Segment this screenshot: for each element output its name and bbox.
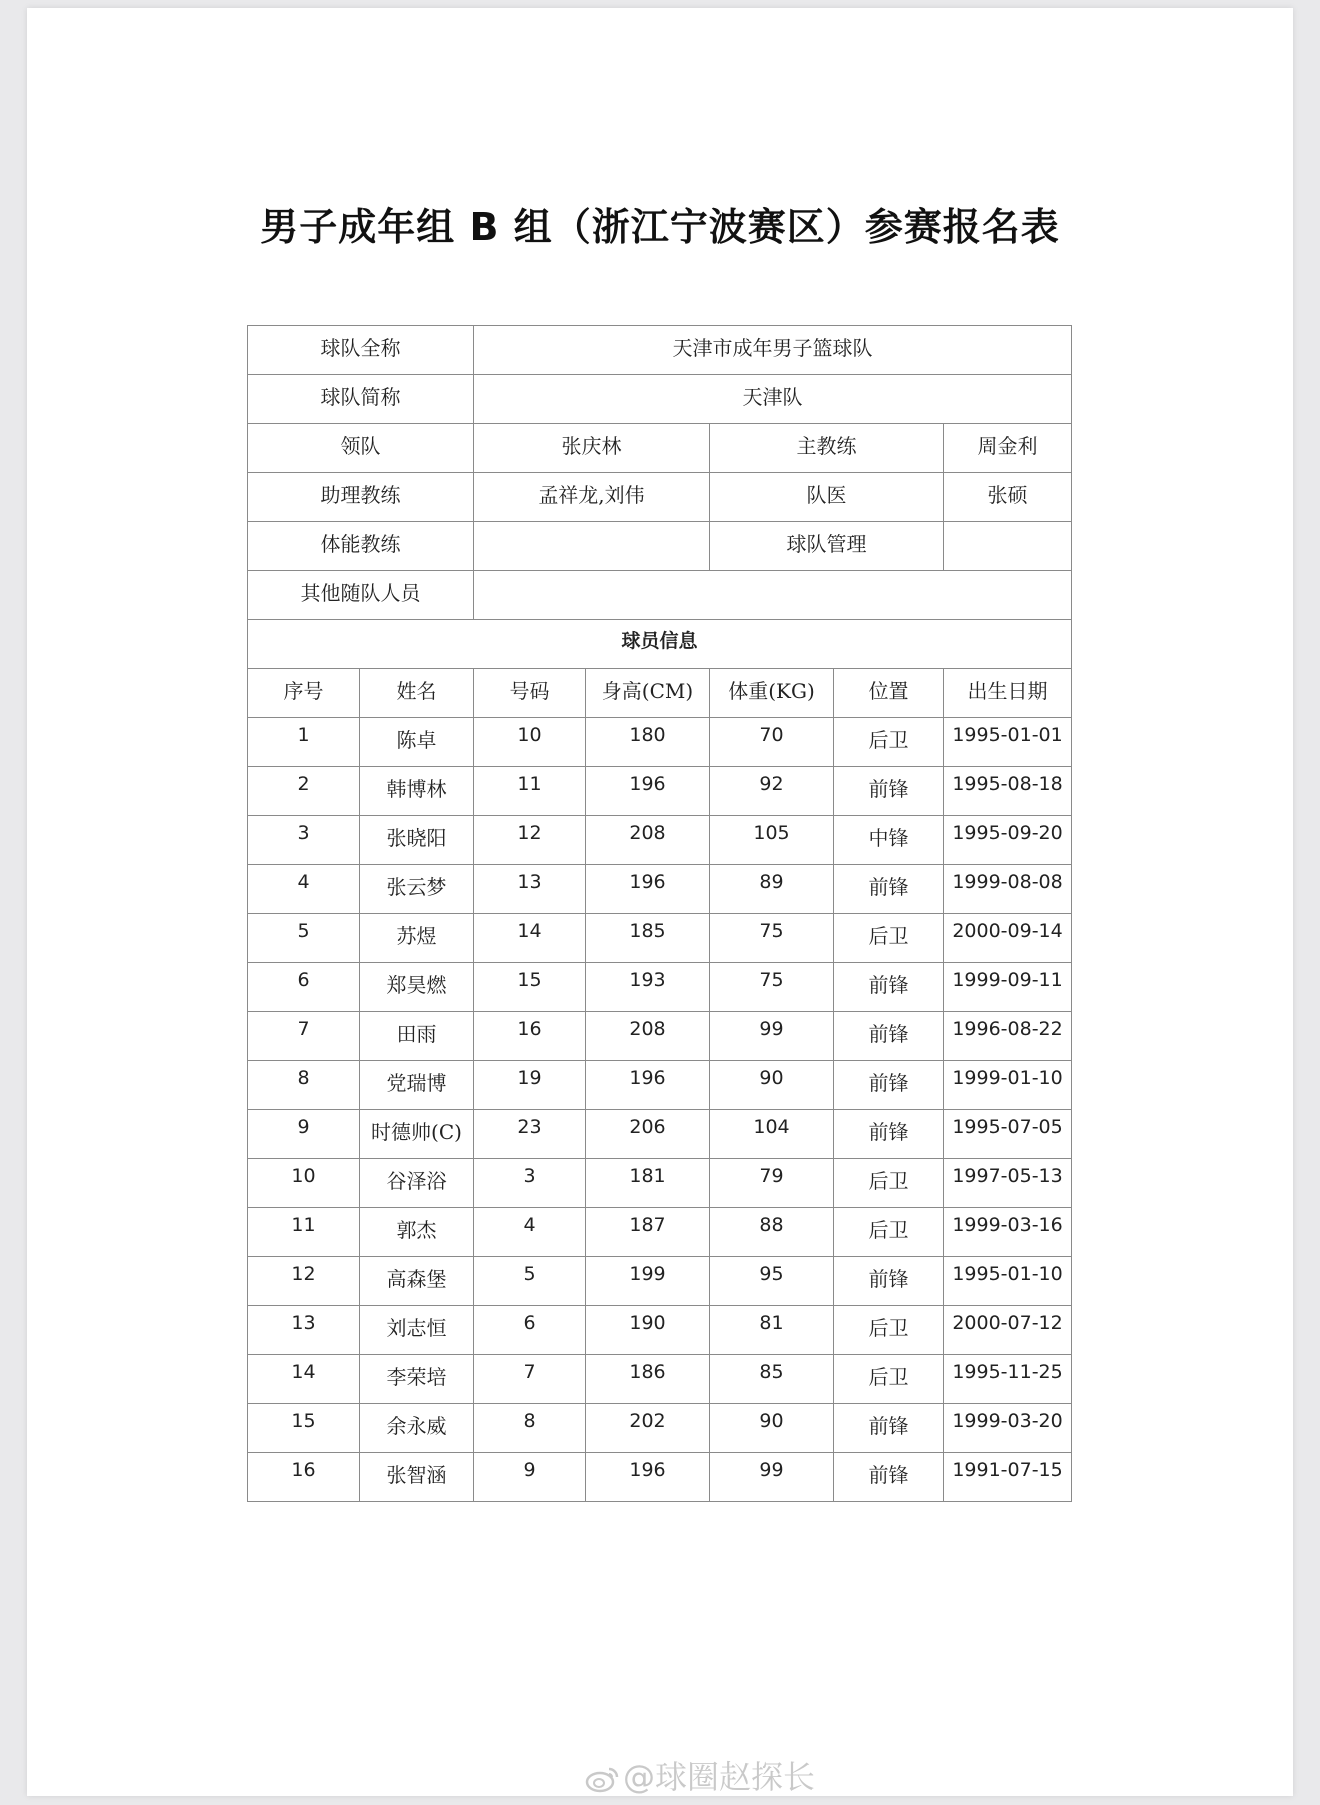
player-number: 6 [474, 1306, 586, 1355]
player-height: 190 [586, 1306, 710, 1355]
player-name: 郭杰 [360, 1208, 474, 1257]
player-height: 181 [586, 1159, 710, 1208]
player-index: 16 [248, 1453, 360, 1502]
player-birthdate: 1995-07-05 [944, 1110, 1072, 1159]
watermark [585, 1752, 815, 1798]
player-number: 4 [474, 1208, 586, 1257]
player-number: 15 [474, 963, 586, 1012]
player-number: 16 [474, 1012, 586, 1061]
player-index: 1 [248, 718, 360, 767]
player-height: 208 [586, 1012, 710, 1061]
player-height: 199 [586, 1257, 710, 1306]
player-number: 11 [474, 767, 586, 816]
player-index: 14 [248, 1355, 360, 1404]
player-number: 7 [474, 1355, 586, 1404]
player-position: 前锋 [834, 767, 944, 816]
fitness-label: 体能教练 [248, 522, 474, 571]
player-weight: 104 [710, 1110, 834, 1159]
player-weight: 95 [710, 1257, 834, 1306]
player-number: 14 [474, 914, 586, 963]
player-height: 206 [586, 1110, 710, 1159]
table-row [248, 1159, 1072, 1208]
player-birthdate: 1997-05-13 [944, 1159, 1072, 1208]
player-birthdate: 1995-01-01 [944, 718, 1072, 767]
player-weight: 75 [710, 963, 834, 1012]
player-birthdate: 1995-01-10 [944, 1257, 1072, 1306]
player-birthdate: 1999-09-11 [944, 963, 1072, 1012]
player-index: 5 [248, 914, 360, 963]
player-index: 10 [248, 1159, 360, 1208]
player-name: 李荣培 [360, 1355, 474, 1404]
player-height: 180 [586, 718, 710, 767]
player-height: 186 [586, 1355, 710, 1404]
player-position: 前锋 [834, 1110, 944, 1159]
player-birthdate: 1999-01-10 [944, 1061, 1072, 1110]
table-row [248, 914, 1072, 963]
player-weight: 79 [710, 1159, 834, 1208]
column-header: 序号 [248, 669, 360, 718]
manager-value [944, 522, 1072, 571]
player-weight: 88 [710, 1208, 834, 1257]
column-header: 出生日期 [944, 669, 1072, 718]
player-position: 前锋 [834, 1257, 944, 1306]
player-name: 郑昊燃 [360, 963, 474, 1012]
table-row [248, 1404, 1072, 1453]
leader-label: 领队 [248, 424, 474, 473]
player-index: 6 [248, 963, 360, 1012]
table-row [248, 1061, 1072, 1110]
watermark-text: @球圈赵探长 [623, 1758, 816, 1796]
player-index: 7 [248, 1012, 360, 1061]
player-weight: 75 [710, 914, 834, 963]
others-value [474, 571, 1072, 620]
player-weight: 99 [710, 1453, 834, 1502]
player-position: 后卫 [834, 718, 944, 767]
section-row [248, 620, 1072, 669]
player-name: 苏煜 [360, 914, 474, 963]
player-number: 10 [474, 718, 586, 767]
player-index: 9 [248, 1110, 360, 1159]
player-position: 后卫 [834, 1208, 944, 1257]
table-row [248, 1453, 1072, 1502]
table-row [248, 1355, 1072, 1404]
player-height: 185 [586, 914, 710, 963]
team-short-name-row [248, 375, 1072, 424]
player-index: 2 [248, 767, 360, 816]
player-position: 前锋 [834, 865, 944, 914]
table-row [248, 963, 1072, 1012]
player-number: 12 [474, 816, 586, 865]
player-birthdate: 1995-09-20 [944, 816, 1072, 865]
player-height: 196 [586, 767, 710, 816]
player-name: 张晓阳 [360, 816, 474, 865]
table-row [248, 816, 1072, 865]
player-number: 8 [474, 1404, 586, 1453]
fitness-value [474, 522, 710, 571]
player-number: 9 [474, 1453, 586, 1502]
player-name: 刘志恒 [360, 1306, 474, 1355]
table-row [248, 1012, 1072, 1061]
doctor-value: 张硕 [944, 473, 1072, 522]
registration-table [247, 325, 1072, 1502]
player-height: 208 [586, 816, 710, 865]
player-index: 11 [248, 1208, 360, 1257]
player-number: 13 [474, 865, 586, 914]
table-row [248, 718, 1072, 767]
player-name: 韩博林 [360, 767, 474, 816]
player-name: 陈卓 [360, 718, 474, 767]
team-full-name-value: 天津市成年男子篮球队 [474, 326, 1072, 375]
page-title: 男子成年组 B 组（浙江宁波赛区）参赛报名表 [260, 205, 1060, 249]
player-position: 前锋 [834, 1061, 944, 1110]
player-height: 196 [586, 1453, 710, 1502]
head-coach-label: 主教练 [710, 424, 944, 473]
player-name: 余永威 [360, 1404, 474, 1453]
column-header: 位置 [834, 669, 944, 718]
player-number: 5 [474, 1257, 586, 1306]
player-weight: 90 [710, 1061, 834, 1110]
player-birthdate: 2000-09-14 [944, 914, 1072, 963]
player-index: 12 [248, 1257, 360, 1306]
player-weight: 89 [710, 865, 834, 914]
doctor-label: 队医 [710, 473, 944, 522]
player-birthdate: 1991-07-15 [944, 1453, 1072, 1502]
column-header: 姓名 [360, 669, 474, 718]
manager-label: 球队管理 [710, 522, 944, 571]
leader-value: 张庆林 [474, 424, 710, 473]
player-name: 谷泽浴 [360, 1159, 474, 1208]
table-row [248, 1306, 1072, 1355]
column-header: 体重(KG) [710, 669, 834, 718]
player-number: 3 [474, 1159, 586, 1208]
player-position: 后卫 [834, 1159, 944, 1208]
player-position: 后卫 [834, 914, 944, 963]
table-row [248, 1208, 1072, 1257]
player-position: 前锋 [834, 963, 944, 1012]
player-birthdate: 1996-08-22 [944, 1012, 1072, 1061]
column-header: 号码 [474, 669, 586, 718]
table-row [248, 1257, 1072, 1306]
player-index: 13 [248, 1306, 360, 1355]
player-weight: 99 [710, 1012, 834, 1061]
assistant-label: 助理教练 [248, 473, 474, 522]
player-position: 前锋 [834, 1453, 944, 1502]
player-index: 8 [248, 1061, 360, 1110]
column-header-row [248, 669, 1072, 718]
player-birthdate: 1999-03-16 [944, 1208, 1072, 1257]
head-coach-value: 周金利 [944, 424, 1072, 473]
fitness-manager-row [248, 522, 1072, 571]
player-weight: 105 [710, 816, 834, 865]
player-position: 后卫 [834, 1306, 944, 1355]
player-height: 193 [586, 963, 710, 1012]
player-number: 23 [474, 1110, 586, 1159]
player-name: 时德帅(C) [360, 1110, 474, 1159]
leader-coach-row [248, 424, 1072, 473]
player-index: 4 [248, 865, 360, 914]
player-weight: 90 [710, 1404, 834, 1453]
player-weight: 85 [710, 1355, 834, 1404]
table-row [248, 767, 1072, 816]
player-birthdate: 2000-07-12 [944, 1306, 1072, 1355]
table-row [248, 865, 1072, 914]
player-index: 3 [248, 816, 360, 865]
player-index: 15 [248, 1404, 360, 1453]
player-name: 高森堡 [360, 1257, 474, 1306]
player-name: 张智涵 [360, 1453, 474, 1502]
team-short-name-value: 天津队 [474, 375, 1072, 424]
weibo-icon [585, 1765, 619, 1793]
player-height: 202 [586, 1404, 710, 1453]
player-height: 196 [586, 1061, 710, 1110]
column-header: 身高(CM) [586, 669, 710, 718]
others-row [248, 571, 1072, 620]
player-birthdate: 1999-08-08 [944, 865, 1072, 914]
team-full-name-label: 球队全称 [248, 326, 474, 375]
player-number: 19 [474, 1061, 586, 1110]
player-birthdate: 1995-11-25 [944, 1355, 1072, 1404]
player-position: 后卫 [834, 1355, 944, 1404]
player-birthdate: 1995-08-18 [944, 767, 1072, 816]
player-weight: 81 [710, 1306, 834, 1355]
assistant-doctor-row [248, 473, 1072, 522]
player-weight: 70 [710, 718, 834, 767]
player-weight: 92 [710, 767, 834, 816]
player-name: 张云梦 [360, 865, 474, 914]
player-position: 中锋 [834, 816, 944, 865]
player-name: 党瑞博 [360, 1061, 474, 1110]
player-name: 田雨 [360, 1012, 474, 1061]
player-position: 前锋 [834, 1404, 944, 1453]
player-height: 187 [586, 1208, 710, 1257]
player-height: 196 [586, 865, 710, 914]
section-title: 球员信息 [248, 620, 1072, 669]
table-row [248, 1110, 1072, 1159]
team-full-name-row [248, 326, 1072, 375]
assistant-value: 孟祥龙,刘伟 [474, 473, 710, 522]
player-position: 前锋 [834, 1012, 944, 1061]
player-birthdate: 1999-03-20 [944, 1404, 1072, 1453]
team-short-name-label: 球队简称 [248, 375, 474, 424]
others-label: 其他随队人员 [248, 571, 474, 620]
